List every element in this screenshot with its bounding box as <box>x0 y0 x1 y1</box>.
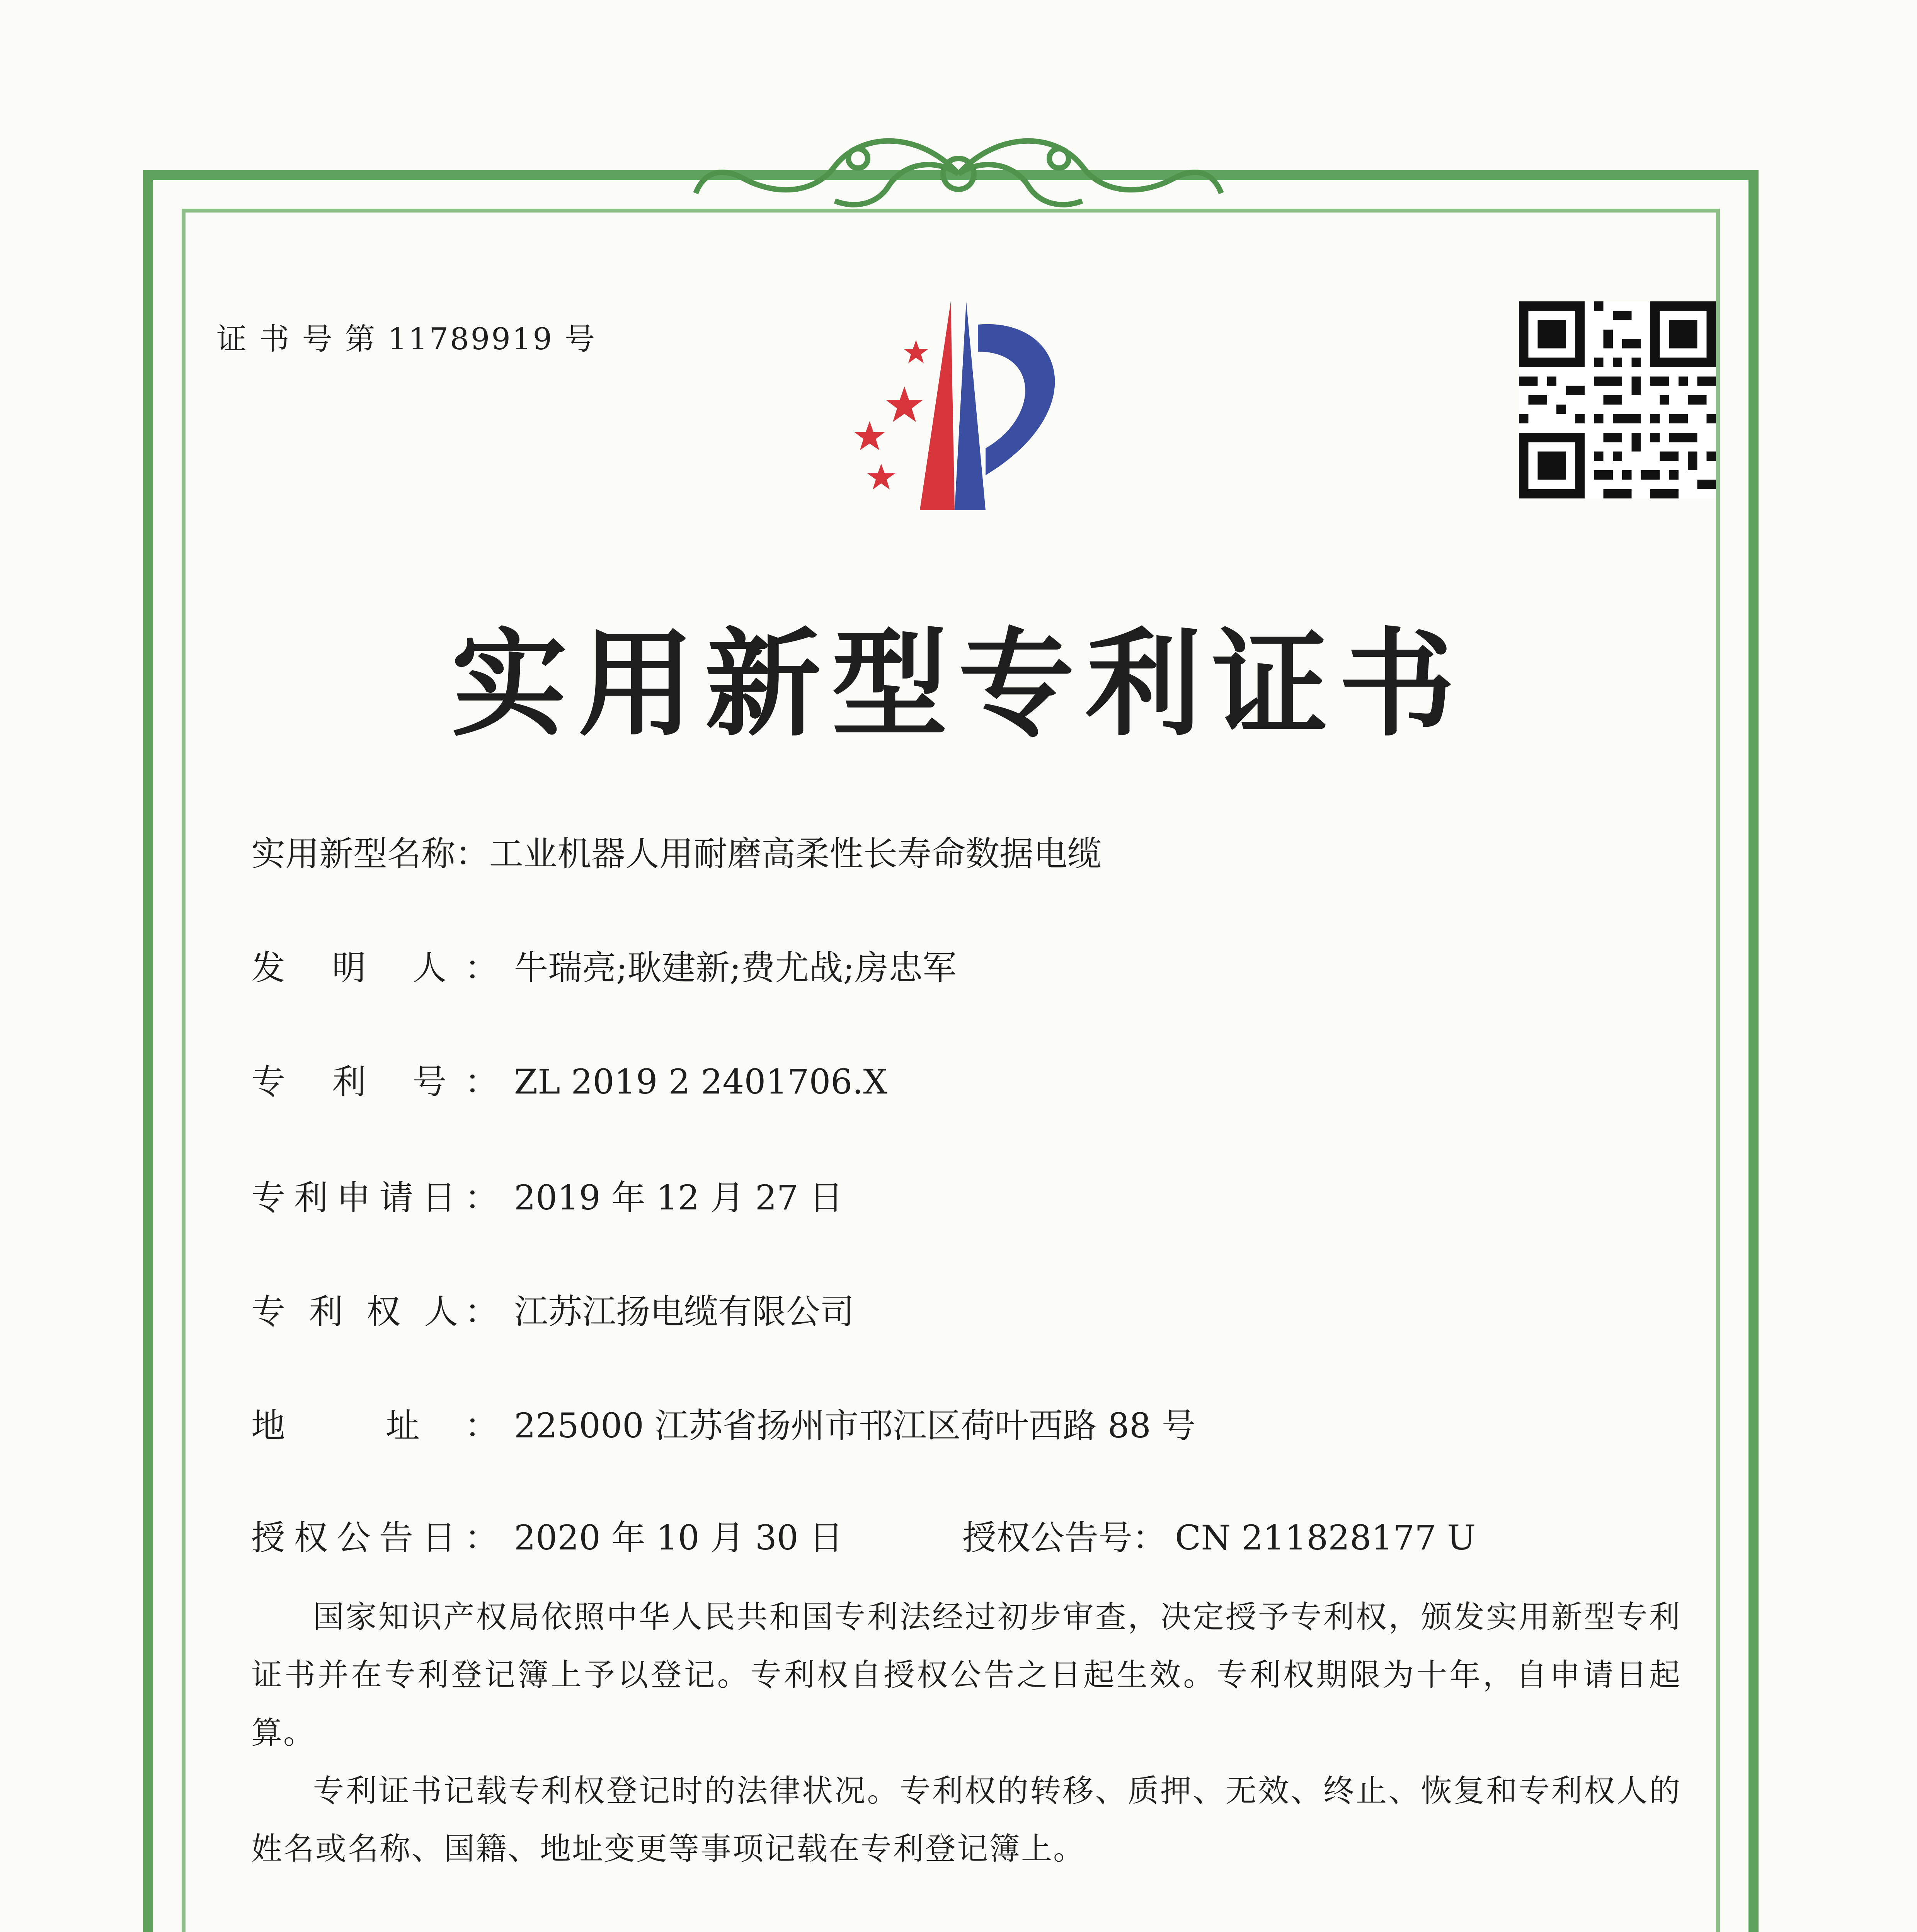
field-label: 专 利 权 人： <box>251 1292 499 1332</box>
patent-office-logo <box>823 294 1140 526</box>
top-ornament <box>688 116 1229 232</box>
field-value: 江苏江扬电缆有限公司 <box>514 1292 855 1332</box>
qr-code <box>1519 301 1716 498</box>
field-announcement-number <box>962 1511 1476 1560</box>
field-label: 地 址： <box>251 1406 499 1446</box>
field-patent-number <box>251 1055 887 1104</box>
field-value: 225000 江苏省扬州市邗江区荷叶西路 88 号 <box>514 1406 1196 1446</box>
field-label: 专利申请日： <box>251 1178 499 1218</box>
field-utility-model-name <box>251 827 1102 876</box>
field-grant-date <box>251 1511 843 1560</box>
field-value: 工业机器人用耐磨高柔性长寿命数据电缆 <box>489 834 1102 874</box>
certificate-title: 实用新型专利证书 <box>451 616 1466 752</box>
field-value: 2020 年 10 月 30 日 <box>514 1518 843 1558</box>
body-paragraph: 专利证书记载专利权登记时的法律状况。专利权的转移、质押、无效、终止、恢复和专利权人的姓名或名称、国籍、地址变更等事项记载在专利登记簿上。 <box>251 1773 1681 1867</box>
field-value: ZL 2019 2 2401706.X <box>514 1062 887 1102</box>
field-label: 授权公告日： <box>251 1518 499 1558</box>
field-address <box>251 1399 1196 1447</box>
field-label: 授权公告号： <box>962 1518 1167 1558</box>
field-label: 发 明 人： <box>251 948 499 988</box>
field-value: CN 211828177 U <box>1175 1518 1476 1558</box>
field-label: 实用新型名称： <box>251 834 490 874</box>
field-application-date <box>251 1171 843 1219</box>
certificate-number: 证 书 号 第 11789919 号 <box>216 322 596 357</box>
field-value: 牛瑞亮;耿建新;费尤战;房忠军 <box>514 948 957 988</box>
body-paragraph: 国家知识产权局依照中华人民共和国专利法经过初步审查，决定授予专利权，颁发实用新型专利证书并在专利登记簿上予以登记。专利权自授权公告之日起生效。专利权期限为十年，自申请日起算。 <box>251 1599 1681 1751</box>
field-label: 专 利 号： <box>251 1062 499 1102</box>
field-inventors <box>251 941 957 990</box>
field-patentee <box>251 1285 854 1333</box>
field-value: 2019 年 12 月 27 日 <box>514 1178 843 1218</box>
